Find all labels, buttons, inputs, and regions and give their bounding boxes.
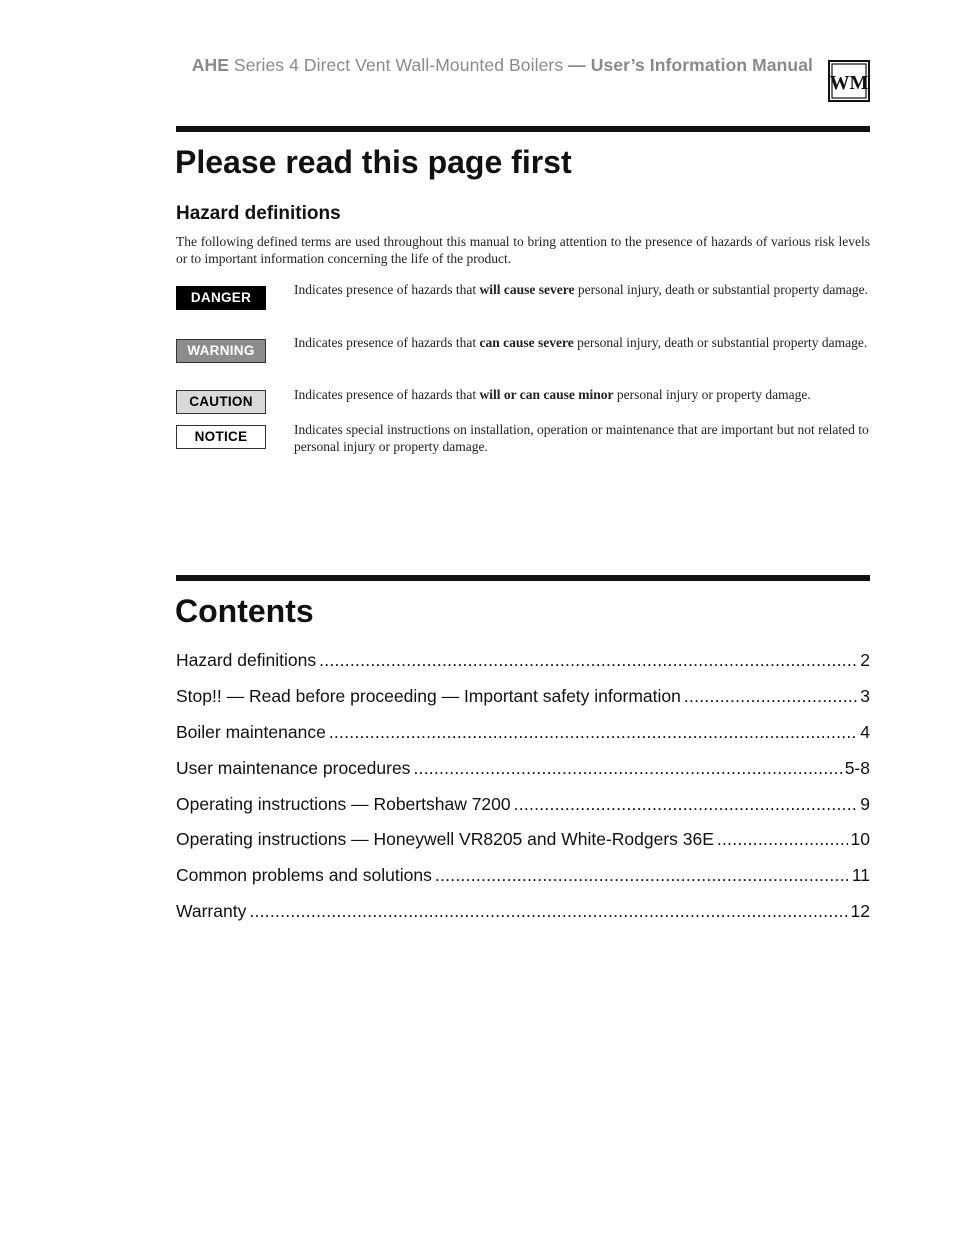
header-brand: AHE [191,55,229,75]
toc-leader [514,794,858,815]
running-header [192,55,813,76]
toc-entry[interactable] [176,865,870,901]
toc-entry[interactable] [176,901,870,937]
toc-leader [684,686,857,707]
hazard-intro-text: The following defined terms are used throughout this manual to bring attention to the presence of hazards of various risk levels or to important information concerning the life of the product. [176,234,870,266]
toc-entry[interactable] [176,794,870,830]
toc-entry-page: 10 [850,829,870,850]
header-series: Series 4 Direct Vent Wall-Mounted Boilers [228,55,569,75]
contents-title: Contents [175,593,314,629]
hazard-definitions-heading: Hazard definitions [176,203,341,224]
toc-entry[interactable] [176,829,870,865]
toc-entry[interactable] [176,758,870,794]
toc-leader [329,722,857,743]
table-of-contents [176,650,870,937]
toc-entry-title: Stop!! — Read before proceeding — Important safety information [176,685,681,706]
warning-description: Indicates presence of hazards that can cause severe personal injury, death or substantial property damage. [294,335,868,350]
toc-entry[interactable] [176,650,870,686]
toc-entry-title: Common problems and solutions [176,865,432,886]
notice-description: Indicates special instructions on installation, operation or maintenance that are important but not related to personal injury or property damage. [294,422,869,454]
caution-description: Indicates presence of hazards that will or can cause minor personal injury or property damage. [294,387,811,402]
toc-entry-title: Operating instructions — Honeywell VR8205 and White-Rodgers 36E [176,829,714,850]
logo-text: WM [829,72,869,94]
toc-leader [319,650,857,671]
toc-entry-title: Warranty [176,901,247,922]
warning-badge: WARNING [176,339,266,363]
toc-entry-page: 5-8 [844,757,870,778]
toc-entry-title: User maintenance procedures [176,757,411,778]
page-title: Please read this page first [175,144,572,180]
header-dash: — [568,55,591,75]
danger-description: Indicates presence of hazards that will cause severe personal injury, death or substantial property damage. [294,282,868,297]
section-rule-contents [176,575,870,581]
toc-entry-page: 12 [850,901,870,922]
caution-badge: CAUTION [176,390,266,414]
toc-leader [435,865,849,886]
toc-entry[interactable] [176,686,870,722]
toc-entry-page: 11 [851,865,870,886]
toc-entry-page: 4 [860,721,870,742]
toc-entry-page: 3 [860,685,870,706]
header-manual: User’s Information Manual [590,55,813,75]
toc-entry-page: 9 [860,793,870,814]
toc-leader [717,829,848,850]
toc-leader [413,758,841,779]
wm-logo-icon [828,60,868,100]
toc-entry-title: Operating instructions — Robertshaw 7200 [176,793,511,814]
section-rule-top [176,126,870,132]
notice-badge: NOTICE [176,425,266,449]
toc-entry-title: Hazard definitions [176,650,317,670]
toc-entry-page: 2 [860,650,870,670]
toc-entry[interactable] [176,722,870,758]
danger-badge: DANGER [176,286,266,310]
toc-entry-title: Boiler maintenance [176,721,326,742]
toc-leader [249,901,847,922]
